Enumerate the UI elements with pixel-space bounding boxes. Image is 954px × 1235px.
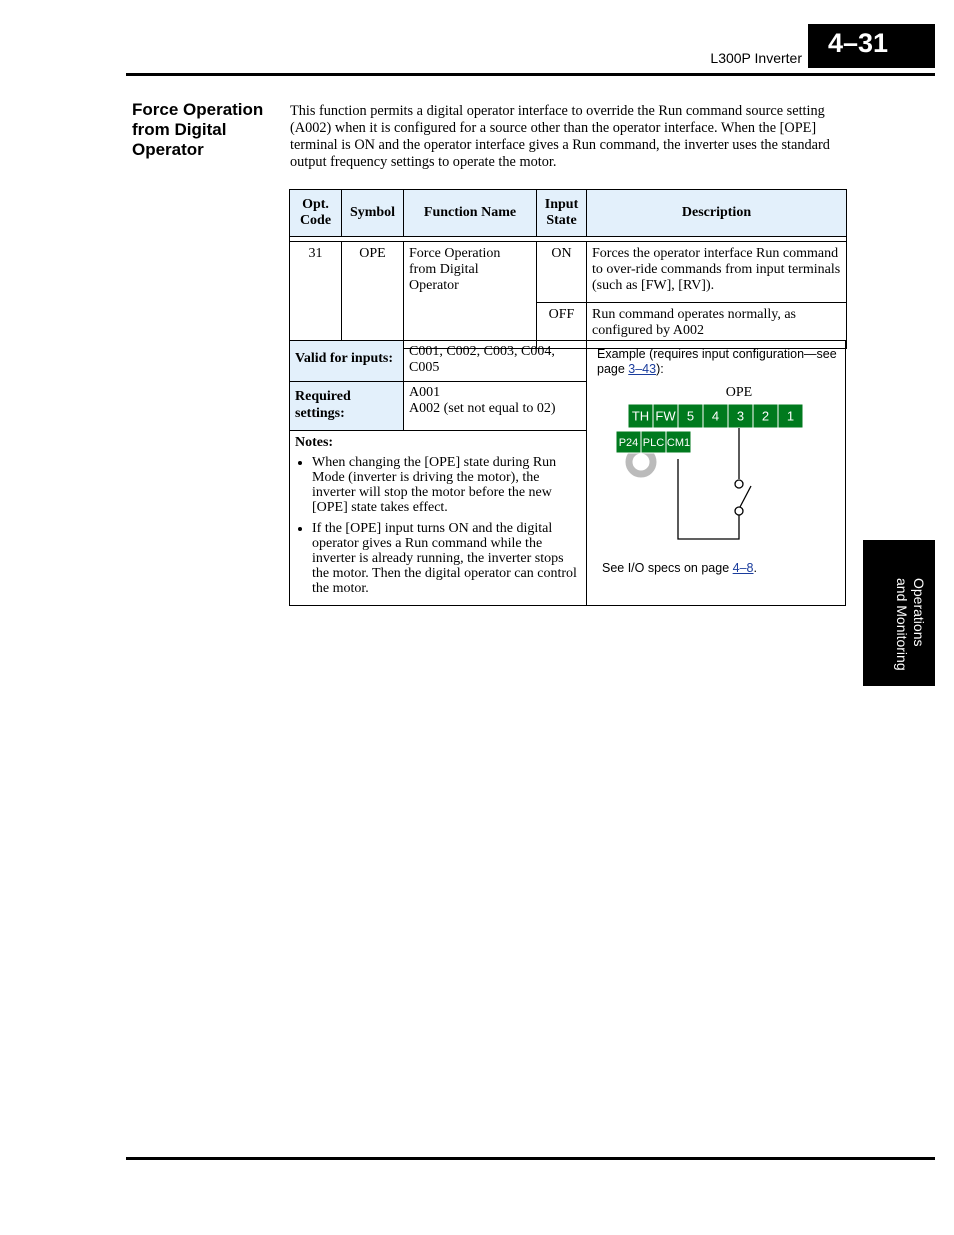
- note-item: • When changing the [OPE] state during Run Mode (inverter is driving the motor), the inverter will stop the motor before the new [OPE] state takes effect.: [312, 455, 581, 515]
- required-settings-line1: A001: [409, 385, 441, 400]
- terminal-wiring-diagram: [615, 386, 805, 551]
- page-number: 4–31: [828, 28, 889, 58]
- header-symbol: Symbol: [342, 190, 404, 237]
- top-terminal-label: 1: [786, 408, 795, 424]
- top-terminal-label: 3: [736, 408, 745, 424]
- description-cell-on: Forces the operator interface Run command to over-ride commands from input terminals (such as [FW], [RV]).: [587, 242, 847, 303]
- io-spec-note: See I/O specs on page 4–8.: [602, 561, 757, 575]
- description-cell-off: Run command operates normally, as configured by A002: [587, 302, 847, 348]
- footer-rule: [126, 1157, 935, 1160]
- header-description: Description: [587, 190, 847, 237]
- header-input-state: Input State: [537, 190, 587, 237]
- requirements-box: [289, 340, 846, 606]
- notes-title: Notes:: [295, 435, 334, 450]
- intro-paragraph: This function permits a digital operator interface to override the Run command source setting (A002) when it is configured for a source other than the operator interface. When the [OPE] terminal is ON and the operator interface gives a Run command, the inverter uses the standard output frequency settings to operate the motor.: [290, 103, 830, 170]
- notes: [290, 431, 587, 606]
- side-tab-line1: Operations: [911, 578, 927, 647]
- side-tab-line2: and Monitoring: [894, 578, 910, 671]
- opt-code-cell: 31: [290, 242, 342, 349]
- required-settings-label: Required settings:: [290, 382, 404, 431]
- bottom-terminal-label: PLC: [642, 436, 665, 449]
- function-name-cell: Force Operation from Digital Operator: [404, 242, 537, 349]
- switch-blade: [740, 486, 751, 507]
- top-terminal-label: 2: [761, 408, 770, 424]
- header-function-name: Function Name: [404, 190, 537, 237]
- header-product: L300P Inverter: [710, 50, 802, 66]
- required-settings-line2: A002 (set not equal to 02): [409, 401, 556, 416]
- state-cell-off: OFF: [537, 302, 587, 348]
- state-cell-on: ON: [537, 242, 587, 303]
- side-tab-label: [863, 540, 935, 686]
- ope-label: OPE: [725, 386, 753, 400]
- io-page-link[interactable]: 4–8: [732, 561, 754, 575]
- bottom-terminal-strip: [616, 431, 691, 453]
- symbol-cell: OPE: [342, 242, 404, 349]
- wire-to-cm1: [678, 459, 739, 539]
- valid-inputs-value: C001, C002, C003, C004, C005: [404, 341, 587, 382]
- top-terminal-label: FW: [655, 408, 676, 424]
- header-opt-code: Opt. Code: [290, 190, 342, 237]
- switch-contact-top: [735, 480, 743, 488]
- page-link[interactable]: 3–43: [628, 362, 657, 376]
- note-item: • If the [OPE] input turns ON and the digital operator gives a Run command while the inverter is already running, the inverter stops the motor. Then the digital operator can control the motor.: [312, 521, 581, 596]
- valid-inputs-label: Valid for inputs:: [290, 341, 404, 382]
- top-terminal-label: TH: [631, 408, 650, 424]
- bottom-terminal-label: P24: [618, 436, 639, 449]
- header-rule: [126, 73, 935, 76]
- required-settings-value: [404, 382, 587, 431]
- top-terminal-label: 4: [711, 408, 720, 424]
- section-title: Force Operation from Digital Operator: [132, 100, 264, 159]
- top-terminal-label: 5: [686, 408, 695, 424]
- bottom-terminal-label: CM1: [666, 436, 691, 449]
- example-caption: Example (requires input configuration—see page 3–43):: [597, 347, 837, 376]
- gray-ring-icon: [629, 450, 653, 474]
- top-terminal-strip: [628, 404, 803, 428]
- function-table: [289, 189, 847, 349]
- switch-contact-bottom: [735, 507, 743, 515]
